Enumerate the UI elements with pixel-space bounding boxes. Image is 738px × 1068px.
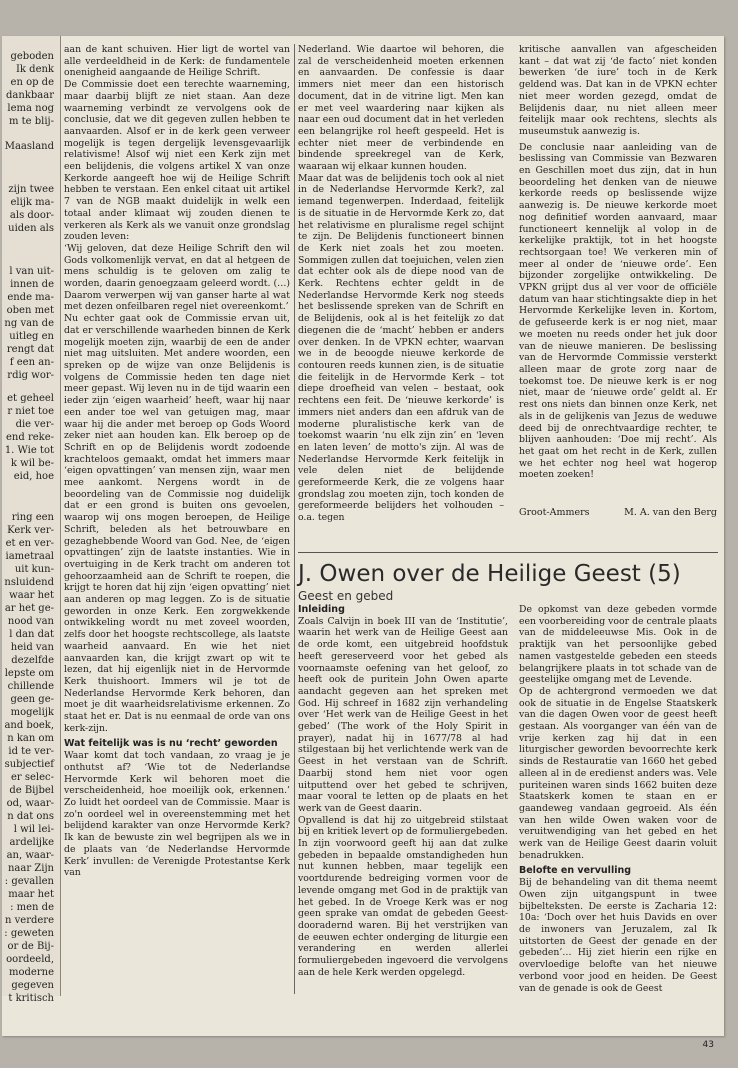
fragment-line: lepste om [4,668,54,679]
fragment-line: : gevallen [4,876,54,887]
fragment-line: l van uit- [9,266,54,277]
page-number: 43 [702,1040,714,1050]
paragraph: kritische aanvallen van afgescheiden kant – dat wat zij ‘de facto’ niet konden bewerken ‘de iure’ toch in de Kerk geldend was. Dat kan in de VPKN echter niet meer worden gezegd, omdat de Belijdenis daar, nu niet alleen meer feitelijk maar ook rechtens, slechts als museumstuk aanwezig is. [519,44,717,137]
paragraph: Opvallend is dat hij zo uitgebreid stilstaat bij en kritiek levert op de formuliergebeden. In zijn voorwoord geeft hij aan dat zulke gebeden in bepaalde omstandigheden hun nut kunnen hebben, maar tegelijk een voortdurende bedreiging vormen voor de levende omgang met God in de praktijk van het gebed. In de Vroege Kerk was er nog geen sprake van omdat de gebeden Geest-dooradernd waren. Bij het verstrijken van de eeuwen echter onderging de liturgie een verandering en werden allerlei formuliergebeden ingevoerd die vervolgens aan de hele Kerk werden opgelegd. [298,814,508,978]
fragment-line: an, waar- [6,850,54,861]
fragment-line: f een an- [9,357,54,368]
fragment-line: : geweten [4,928,54,939]
fragment-line: maar het [8,889,54,900]
previous-page-column-fragment [2,36,61,1004]
fragment-line: Ik denk [15,64,54,75]
magazine-page [2,36,724,1050]
paragraph: Zoals Calvijn in boek III van de ‘Institutie’, waarin het werk van de Heilige Geest aan de orde komt, een uitgebreid hoofdstuk heeft gereserveerd voor het gebed als voornaamste oefening van het geloof, zo heeft ook de puritein John Owen aparte aandacht gegeven aan het spreken met God. Hij schreef in 1682 zijn verhandeling over ‘Het werk van de Heilige Geest in het gebed’ (The work of the Holy Spirit in prayer), nadat hij in 1677/78 al had stilgestaan bij het verlichtende werk van de Geest in het verstaan van de Schrift. Daarbij stond hem niet voor ogen uitputtend over het gebed te schrijven, maar vooral te letten op de plaats en het werk van de Geest daarin. [298,615,508,814]
fragment-line: chillende [7,681,54,692]
fragment-line: 1. Wie tot [4,445,54,456]
fragment-line: dankbaar [6,90,54,101]
article-title: J. Owen over de Heilige Geest (5) [298,561,681,587]
paragraph: Nederland. Wie daartoe wil behoren, die zal de verscheidenheid moeten erkennen en aanvaarden. De confessie is daar immers niet meer dan een historisch document, dat in de vitrine ligt. Men kan er met veel waardering naar kijken als naar een oud document dat in het verleden een belangrijke rol heeft gespeeld. Het is echter niet meer de verbindende en bindende spreekregel van de Kerk, waaraan wij elkaar kunnen houden. [298,44,504,173]
fragment-line: uitleg en [9,331,54,342]
fragment-line: id te ver- [8,746,54,757]
fragment-line: en op de [10,77,54,88]
paragraph: aan de kant schuiven. Hier ligt de wortel van alle verdeeldheid in de Kerk: de fundamentele onenigheid aangaande de Heilige Schrift. [64,44,290,79]
column-divider [294,44,295,994]
fragment-line: r niet toe [7,406,54,417]
fragment-line: and boek, [4,720,54,731]
paragraph: De Commissie doet een terechte waarneming, maar daarbij blijft ze niet staan. Aan deze waarneming verbindt ze vervolgens ook de conclusie, dat we dit gegeven zullen hebben te aanvaarden. Alsof er in de kerk geen verweer mogelijk is tegen dergelijk levensgevaarlijk relativisme! Alsof wij niet een Kerk zijn met een belijdenis, die volgens artikel X van onze Kerkorde aangeeft hoe wij de Heilige Schrift hebben te verstaan. Een enkel citaat uit artikel 7 van de NGB maakt duidelijk in welk een totaal ander klimaat wij zouden dienen te verkeren als Kerk als we vanuit onze grondslag zouden leven: [64,79,290,243]
fragment-line: rengt dat [6,344,54,355]
fragment-line: ring een [11,512,54,523]
fragment-line: ardelijke [9,837,54,848]
paragraph: De conclusie naar aanleiding van de beslissing van Commissie van Bezwaren en Geschillen moet dus zijn, dat in hun beoordeling het denken van de nieuwe kerkorde reeds op beslissende wijze aanwezig is. De nieuwe kerkorde moet nog definitief worden aanvaard, maar functioneert kennelijk al volop in de kerkelijke praktijk, tot in het hoogste rechtsorgaan toe! We verkeren min of meer al onder de ‘nieuwe orde’. Een bijzonder zorgelijke ontwikkeling. De VPKN grijpt dus al ver voor de officiële datum van haar stichtingsakte diep in het Hervormde Kerkelijke leven in. Kortom, de gefuseerde kerk is er nog niet, maar we moeten nu reeds onder het juk door van de nieuwe manieren. De beslissing van de Hervormde Commissie versterkt alleen maar de grote zorg naar de toekomst toe. De nieuwe kerk is er nog niet, maar de ‘nieuwe orde’ geldt al. Er rest ons niets dan binnen onze Kerk, net als in de gelijkenis van Jezus de weduwe deed bij de onrechtvaardige rechter, te blijven aanhouden: ‘Doe mij recht’. Als het gaat om het recht in de Kerk, zullen we het echter nog heel wat hogerop moeten zoeken! [519,141,717,481]
paragraph: Waar komt dat toch vandaan, zo vraag je je onthutst af? ‘Wie tot de Nederlandse Hervormde Kerk wil behoren moet die verscheidenheid, hoe moeilijk ook, erkennen.’ Zo luidt het oordeel van de Commissie. Maar is zo'n oordeel wel in overeenstemming met het belijdend karakter van onze Hervormde Kerk? Ik kan de bewuste zin wel begrijpen als we in de plaats van ‘de Nederlandse Hervormde Kerk’ invullen: de Verenigde Protestantse Kerk van [64,750,290,879]
fragment-line: rdig wor- [7,370,54,381]
paragraph: De opkomst van deze gebeden vormde een voorbereiding voor de centrale plaats van de middeleeuwse Mis. Ook in de praktijk van het persoonlijke gebed namen vastgestelde gebeden een steeds belangrijkere plaats in tot schade van de geestelijke omgang met de Levende. [519,604,717,686]
section-heading: Inleiding [298,604,345,615]
fragment-line: die ver- [15,419,54,430]
section-heading: Belofte en vervulling [519,865,632,877]
fragment-line: als door- [9,210,54,221]
fragment-line: Kerk ver- [7,525,54,536]
fragment-line: eid, hoe [13,471,54,482]
paragraph: Nu echter gaat ook de Commissie ervan uit, dat er verschillende waarheden binnen de Kerk mogelijk moeten zijn, waarbij de een de ander niet mag uitsluiten. Met andere woorden, een spreken op de wijze van onze Belijdenis is volgens de Commissie heden ten dage niet meer gepast. Wij leven nu in de tijd waarin een ieder zijn ‘eigen waarheid’ heeft, waar hij naar een ander toe wel van getuigen mag, maar waar hij die ander met beroep op Gods Woord zeker niet aan houden kan. Elk beroep op de Schrift en op de Belijdenis wordt zodoende krachteloos gemaakt, omdat het immers maar ‘eigen opvattingen’ van mensen zijn, waar men mee aankomt. Nergens wordt in de beoordeling van de Commissie nog duidelijk dat er een grond is buiten ons gevoelen, waarop wij ons mogen beroepen, de Heilige Schrift, beleden als het betrouwbare en gezaghebbende Woord van God. Nee, de ‘eigen opvattingen’ zijn de laatste instanties. Wie in overtuiging in de Kerk tracht om anderen tot gehoorzaamheid aan de Schrift te roepen, die krijgt te horen dat hij zijn ‘eigen opvatting’ niet aan anderen op mag leggen. Zo is de situatie geworden in onze Kerk. Een zorgwekkende ontwikkeling wordt nu met zoveel woorden, zelfs door het hoogste rechtscollege, als laatste waarheid aanvaard. En wie het niet aanvaarden kan, die krijgt zwart op wit te lezen, dat hij eigenlijk niet in de Hervormde Kerk thuishoort. Immers wil je tot de Nederlandse Hervormde Kerk behoren, dan moet je dit waarheidsrelativisme erkennen. Zo staat het er. Dat is nu eenmaal de orde van ons kerk-zijn. [64,313,290,734]
column-3 [519,44,717,504]
signature-author: M. A. van den Berg [624,507,717,518]
fragment-line: et en ver- [5,538,54,549]
fragment-line: innen de [10,279,54,290]
section-heading: Wat feitelijk was is nu ‘recht’ geworden [64,738,278,750]
fragment-line: uiden als [8,223,54,234]
fragment-line: l dan dat [9,629,54,640]
paragraph: Op de achtergrond vermoeden we dat ook de situatie in de Engelse Staatskerk van die dagen Owen voor de geest heeft gestaan. Als voorganger van één van de vrije kerken zag hij dat in een liturgischer geworden bevoorrechte kerk sinds de Restauratie van 1660 het gebed alleen al in de eredienst anders was. Vele puriteinen waren sinds 1662 buiten deze Staatskerk komen te staan en er gaandeweg vandaan gegroeid. Als één van hen wilde Owen waken voor de veruitwendiging van het gebed en het werk van de Heilige Geest daarin voluit benadrukken. [519,685,717,861]
fragment-line: ar het ge- [4,603,54,614]
fragment-line: or de Bij- [7,941,54,952]
fragment-line: oben met [6,305,54,316]
fragment-line: de Bijbel [9,785,54,796]
column-2 [298,44,504,536]
column-5 [519,604,717,996]
fragment-line: et geheel [7,393,54,404]
fragment-line: waar het [9,590,54,601]
fragment-line: gegeven [11,980,54,991]
fragment-line: subjectief [4,759,54,770]
fragment-line: mogelijk [10,707,54,718]
fragment-line: nsluidend [4,577,54,588]
paragraph: Maar dat was de belijdenis toch ook al niet in de Nederlandse Hervormde Kerk?, zal iemand tegenwerpen. Inderdaad, feitelijk is de situatie in de Hervormde Kerk zo, dat het relativisme en pluralisme regel schijnt te zijn. De Belijdenis functioneert binnen de Kerk niet zoals het zou moeten. Sommigen zullen dat toejuichen, velen zien dat echter ook als de diepe nood van de Kerk. Rechtens echter geldt in de Nederlandse Hervormde Kerk nog steeds het beslissende spreken van de Schrift en de Belijdenis, ook al is het feitelijk zo dat diegenen die de ‘macht’ hebben er anders over denken. In de VPKN echter, waarvan we in de beoogde nieuwe kerkorde de contouren reeds kunnen zien, is de situatie die feitelijk in de Hervormde Kerk – tot diepe droefheid van velen – bestaat, ook rechtens een feit. De ‘nieuwe kerkorde’ is immers niet anders dan een afdruk van de moderne pluralistische kerk van de toekomst waarin ‘nu elk zijn zin’ en ‘leven en laten leven’ de motto's zijn. Al was de Nederlandse Hervormde Kerk feitelijk in vele delen niet de belijdende gereformeerde Kerk, die ze volgens haar grondslag zou moeten zijn, toch konden de gereformeerde belijders het volhouden – o.a. tegen [298,172,504,524]
fragment-line: m te blij- [8,116,54,127]
fragment-line: od, waar- [6,798,54,809]
fragment-line: naar Zijn [7,863,54,874]
fragment-line: uit kun- [14,564,54,575]
fragment-line: geen ge- [10,694,54,705]
fragment-line: iametraal [5,551,54,562]
fragment-line: n verdere [5,915,54,926]
fragment-line: ende ma- [7,292,54,303]
column-4 [298,604,508,996]
fragment-line: end reke- [6,432,54,443]
fragment-line: oordeeld, [6,954,54,965]
fragment-line: moderne [9,967,54,978]
fragment-line: er selec- [10,772,54,783]
fragment-line: ng van de [4,318,54,329]
article-subtitle: Geest en gebed [298,589,394,603]
fragment-line: l wil lei- [13,824,54,835]
fragment-line: heid van [10,642,54,653]
fragment-line: zijn twee [8,184,54,195]
fragment-line: n dat ons [7,811,54,822]
fragment-line: nood van [7,616,54,627]
article-divider [298,552,718,553]
signature-place: Groot-Ammers [519,507,590,518]
column-1 [64,44,290,996]
fragment-line: n kan om [7,733,54,744]
quote-paragraph: ‘Wij geloven, dat deze Heilige Schrift den wil Gods volkomenlijk vervat, en dat al hetgeen de mens schuldig is te geloven om zalig te worden, daarin genoegzaam geleerd wordt. (…) Daarom verwerpen wij van ganser harte al wat met dezen onfeilbaren regel niet overeenkomt.’ [64,242,290,313]
author-signature [519,507,717,518]
paragraph: Bij de behandeling van dit thema neemt Owen zijn uitgangspunt in twee bijbelteksten. De eerste is Zacharia 12: 10a: ‘Doch over het huis Davids en over de inwoners van Jeruzalem, zal Ik uitstorten de Geest der genade en der gebeden’… Hij ziet hierin een rijke en overvloedige belofte van het nieuwe verbond voor jood en heiden. De Geest van de genade is ook de Geest [519,877,717,994]
fragment-line: Maasland [4,141,54,152]
fragment-line: geboden [10,51,54,62]
fragment-line: t kritisch [8,993,54,1004]
fragment-line: dezelfde [11,655,54,666]
fragment-line: k wil be- [10,458,54,469]
fragment-line: : men de [10,902,54,913]
fragment-line: lema nog [7,103,54,114]
fragment-line: elijk ma- [10,197,54,208]
